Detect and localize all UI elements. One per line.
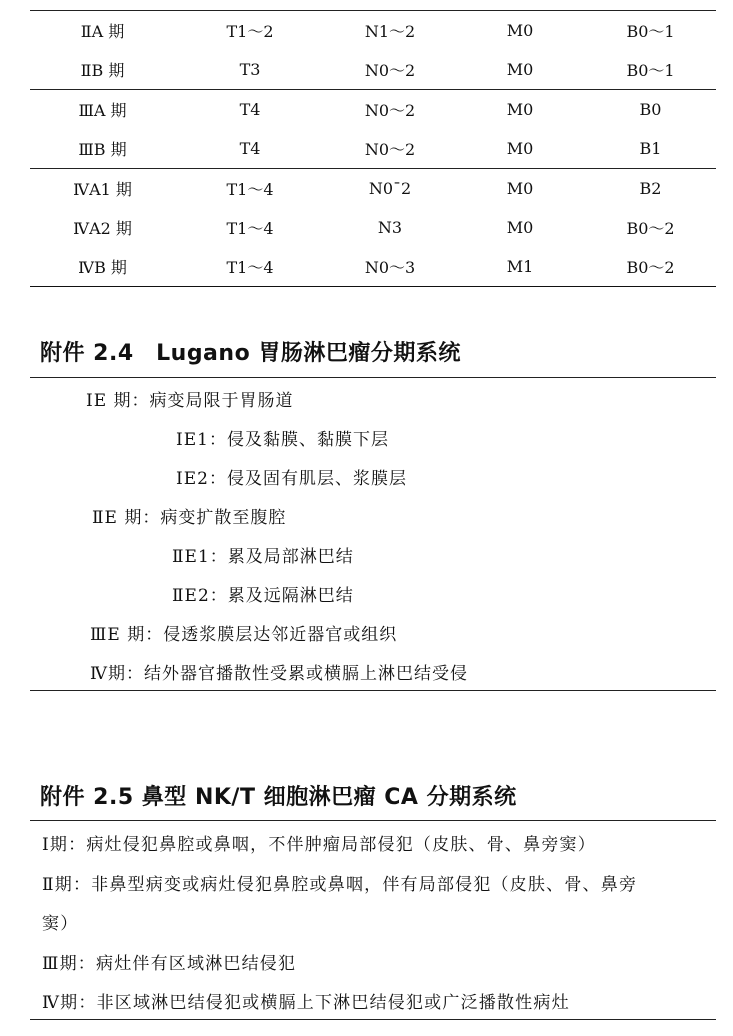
table-group-stage-2: [30, 11, 716, 90]
m-cell: M1: [506, 257, 534, 276]
n-cell: N3: [377, 218, 403, 237]
stage-cell: ⅡB 期: [80, 61, 125, 80]
list-item: ⅢE 期：侵透浆膜层达邻近器官或组织: [90, 625, 398, 645]
n-cell: N0～2: [364, 140, 416, 159]
table-row: [30, 247, 716, 286]
b-cell: B1: [639, 139, 662, 158]
nkt-section-title: 附件 2.5 鼻型 NK/T 细胞淋巴瘤 CA 分期系统: [40, 785, 517, 810]
stage-cell: ⅣB 期: [78, 258, 127, 277]
n-cell: N1～2: [364, 22, 416, 41]
n-cell: N0～3: [364, 258, 416, 277]
table-group-stage-3: [30, 90, 716, 169]
t-cell: T4: [239, 139, 261, 158]
b-cell: B0～2: [626, 219, 675, 238]
n-cell: N0¯2: [368, 179, 412, 198]
stage-cell: ⅢA 期: [78, 101, 127, 120]
list-item: ⅡE 期：病变扩散至腹腔: [92, 508, 287, 528]
staging-table: [30, 11, 716, 287]
table-row: [30, 129, 716, 168]
t-cell: T1～2: [226, 22, 274, 41]
table-row: [30, 169, 716, 208]
b-cell: B0: [639, 100, 662, 119]
table-row: [30, 208, 716, 247]
m-cell: M0: [506, 218, 534, 237]
m-cell: M0: [506, 179, 534, 198]
stage-cell: ⅣA2 期: [73, 219, 132, 238]
list-item: Ⅱ期：非鼻型病变或病灶侵犯鼻腔或鼻咽，伴有局部侵犯（皮肤、骨、鼻旁: [42, 875, 638, 895]
list-item: ⅡE2：累及远隔淋巴结: [172, 586, 354, 606]
m-cell: M0: [506, 139, 534, 158]
t-cell: T1～4: [226, 219, 274, 238]
b-cell: B0～2: [626, 258, 675, 277]
table-group-stage-4: [30, 169, 716, 287]
n-cell: N0～2: [364, 61, 416, 80]
stage-cell: ⅣA1 期: [73, 180, 132, 199]
b-cell: B2: [639, 179, 662, 198]
t-cell: T1～4: [226, 180, 274, 199]
t-cell: T1～4: [226, 258, 274, 277]
m-cell: M0: [506, 100, 534, 119]
lugano-section-title: 附件 2.4 Lugano 胃肠淋巴瘤分期系统: [40, 341, 461, 366]
list-item: 窦）: [42, 914, 79, 934]
n-cell: N0～2: [364, 101, 416, 120]
stage-cell: ⅡA 期: [80, 22, 125, 41]
lugano-stage-list: [30, 377, 716, 691]
table-row: [30, 11, 716, 50]
nkt-stage-list: [30, 820, 716, 1020]
m-cell: M0: [506, 21, 534, 40]
list-item: ⅠE 期：病变局限于胃肠道: [86, 391, 294, 411]
list-item: ⅠE2：侵及固有肌层、浆膜层: [176, 469, 407, 489]
m-cell: M0: [506, 60, 534, 79]
list-item: ⅡE1：累及局部淋巴结: [172, 547, 354, 567]
list-item: Ⅳ期：非区域淋巴结侵犯或横膈上下淋巴结侵犯或广泛播散性病灶: [42, 993, 570, 1013]
list-item: Ⅳ期：结外器官播散性受累或横膈上淋巴结受侵: [90, 664, 468, 684]
list-item: ⅠE1：侵及黏膜、黏膜下层: [176, 430, 389, 450]
table-row: [30, 90, 716, 129]
b-cell: B0～1: [626, 61, 675, 80]
t-cell: T3: [239, 60, 261, 79]
list-item: Ⅲ期：病灶伴有区域淋巴结侵犯: [42, 954, 297, 974]
list-item: Ⅰ期：病灶侵犯鼻腔或鼻咽，不伴肿瘤局部侵犯（皮肤、骨、鼻旁窦）: [42, 835, 596, 855]
stage-cell: ⅢB 期: [78, 140, 127, 159]
b-cell: B0～1: [626, 22, 675, 41]
t-cell: T4: [239, 100, 261, 119]
table-row: [30, 50, 716, 89]
